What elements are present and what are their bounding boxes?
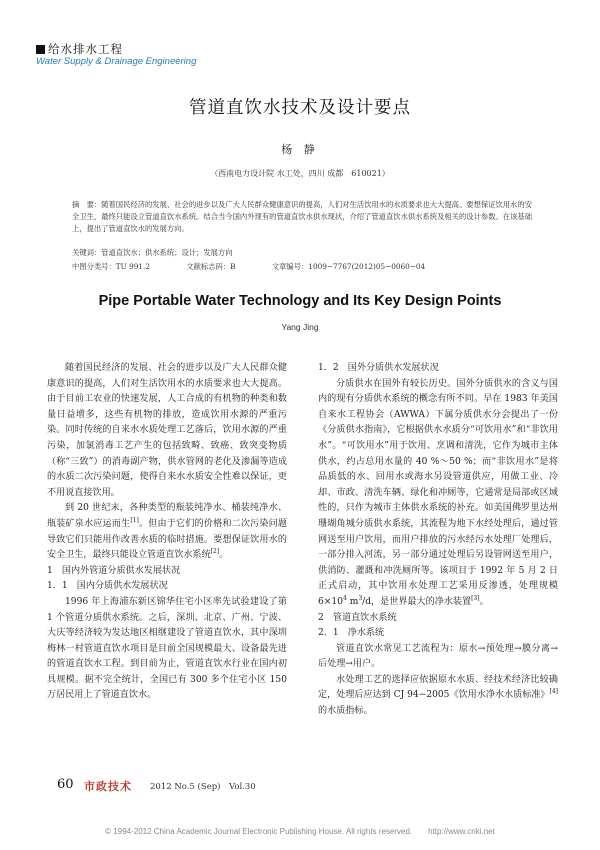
- subsection-heading: 1．1 国内分质供水发展状况: [47, 581, 168, 592]
- copyright-line: © 1994-2012 China Academic Journal Electronic Publishing House. All rights reserved. http://www.cnki.net: [105, 827, 495, 836]
- abstract: 摘 要：随着国民经济的发展、社会的进步以及广大人民群众健康意识的提高，人们对生活饮用水的水质要求也大大提高。要想保证饮用水的安全卫生，最终只能设立管道直饮水系统。结合当今国内外现有的管道直饮水供水现状，介绍了管道直饮水供水系统及相关的设计参数。在该基础上，提出了管道直饮水的发展方向。: [72, 200, 532, 234]
- article-number: 文章编号：1009−7767(2012)05−0060−04: [271, 262, 426, 271]
- affiliation-cn: （西南电力设计院 水工处，四川 成都 610021）: [210, 169, 390, 178]
- classification-line: [72, 262, 459, 272]
- page-number: 60: [57, 777, 74, 792]
- section-heading: 1 国内外管道分质供水发展状况: [47, 565, 181, 576]
- issue-info: 2012 No.5 (Sep) Vol.30: [150, 782, 256, 792]
- section-header-en: Water Supply & Drainage Engineering: [36, 56, 197, 67]
- article-title-cn: 管道直饮水技术及设计要点: [189, 98, 411, 118]
- paragraph: 水处理工艺的选择应依据原水水质、经技术经济比较确定，处理后应达到 CJ 94−2005《饮用水净水水质标准》[4]的水质指标。: [318, 674, 559, 717]
- cls-code: 中图分类号：TU 991.2: [72, 262, 151, 271]
- square-bullet-icon: [36, 45, 45, 54]
- subsection-heading: 2．1 净水系统: [318, 628, 385, 639]
- doc-code: 文献标志码：B: [186, 262, 236, 271]
- keywords: 关键词：管道直饮水；供水系统；设计；发展方向: [72, 248, 233, 257]
- paragraph: 到 20 世纪末，各种类型的瓶装纯净水、桶装纯净水、瓶装矿泉水应运而生[1]。但由于它们的价格和二次污染问题导致它们只能用作改善水质的临时措施。要想保证饮用水的安全卫生，最终只能设立管道直饮水系统[2]。: [47, 503, 287, 561]
- journal-name: 市政技术: [84, 780, 132, 793]
- right-column: [318, 361, 558, 720]
- section-heading: 2 管道直饮水系统: [318, 612, 397, 623]
- subsection-heading: 1．2 国外分质供水发展状况: [318, 363, 439, 373]
- left-column: [47, 361, 287, 704]
- paragraph: 管道直饮水常见工艺流程为：原水→预处理→膜分离→后处理→用户。: [318, 643, 558, 670]
- section-header-cn: 给水排水工程: [36, 41, 123, 57]
- author-cn: 杨 静: [281, 143, 319, 156]
- article-title-en: Pipe Portable Water Technology and Its Key Design Points: [98, 293, 502, 309]
- paragraph: 分质供水在国外有较长历史。国外分质供水的含义与国内的现有分质供水系统的概念有所不同。早在 1983 年美国自来水工程协会（AWWA）下属分质供水分会提出了一份《分质供水指南》，它根据供水水质分“可饮用水”和“非饮用水”。“可饮用水”用于饮用、烹调和清洗，它作为城市主体供水，约占总用水量的 40 %～50 %；而“非饮用水”是将品质低的水、回用水或海水另设管道供应，用做工业、冷却、市政、清洗车辆、绿化和冲厕等，它通常是局部或区域性的，只作为城市主体供水系统的补充。如美国佛罗里达州珊瑚角城分质供水系统，其流程为地下水经处理后，通过管网送至用户饮用，而用户排放的污水经污水处理厂处理后，一部分排入河流，另一部分通过处理后另设管网送至用户，供消防、灌溉和冲洗厕所等。该项目于 1992 年 5 月 2 日正式启动，其中饮用水处理工艺采用反渗透，处理规模 $6\times 10^4$ $m^3/d$，是世界最大的净水装置[3]。: [318, 378, 558, 607]
- paragraph: 1996 年上海浦东新区锦华住宅小区率先试验建设了第 1 个管道分质供水系统。之后，深圳、北京、广州、宁波、大庆等经济较为发达地区相继建设了管道直饮水，其中深圳梅林一村管道直饮水项目是目前全国规模最大、设备最先进的管道直饮水工程。到目前为止，管道直饮水行业在国内初具规模。据不完全统计，全国已有 300 多个住宅小区 150 万居民用上了管道直饮水。: [47, 596, 287, 701]
- paragraph: 随着国民经济的发展、社会的进步以及广大人民群众健康意识的提高，人们对生活饮用水的水质要求也大大提高。由于目前工农业的快速发展，人工合成的有机物的种类和数量日益增多，这些有机物的排放，造成饮用水源的严重污染。同时传统的自来水水质处理工艺落后，饮用水源的严重污染，加氯消毒工艺产生的包括致畸、致癌、致突变物质（称“三致”）的消毒副产物，供水管网的老化及渗漏等造成的水质二次污染问题，使得自来水水质安全性难以保证，更不用说直接饮用。: [47, 363, 287, 498]
- author-en: Yang Jing: [281, 322, 319, 332]
